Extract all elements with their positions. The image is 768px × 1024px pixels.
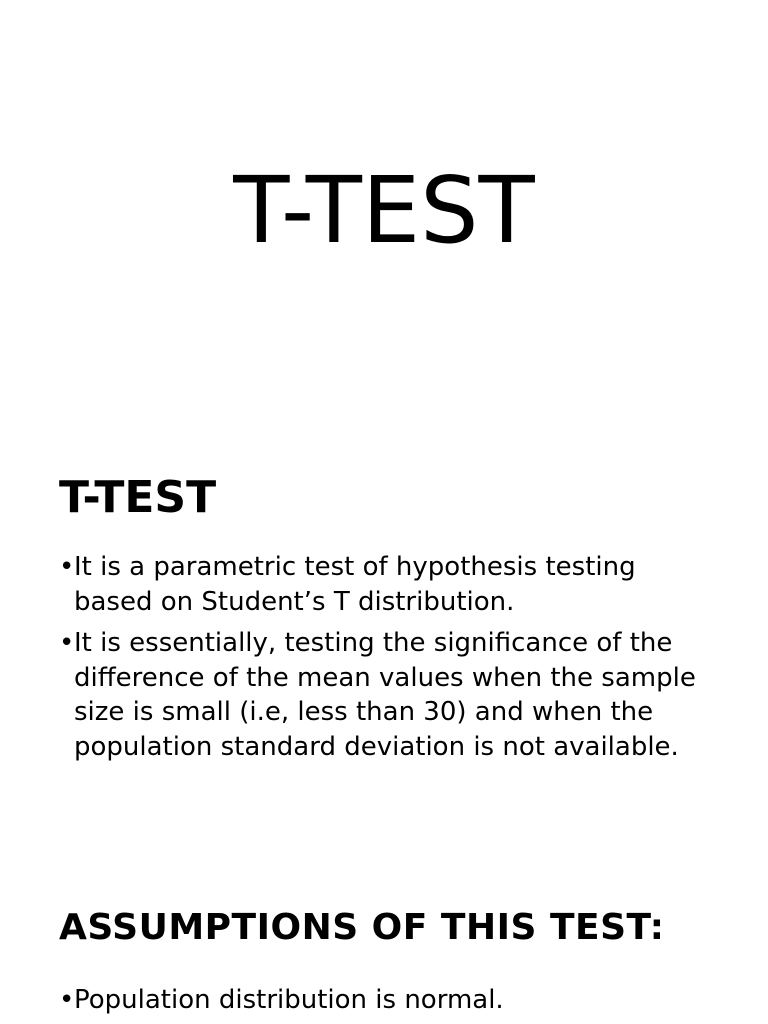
- bullet-dot-icon: •: [59, 628, 75, 658]
- bullet-text: It is essentially, testing the significance of the difference of the mean values when the sample size is small (i.e, less than 30) and when the population standard deviation is not available.: [74, 628, 696, 762]
- bullet-item: [59, 550, 719, 619]
- bullet-item: [59, 626, 719, 764]
- bullet-list: [59, 550, 719, 771]
- bullet-item: [59, 983, 719, 1018]
- slide-heading: T-TEST: [59, 472, 217, 523]
- bullet-text: Population distribution is normal.: [74, 985, 504, 1015]
- bullet-dot-icon: •: [59, 552, 75, 582]
- bullet-list: [59, 983, 719, 1024]
- bullet-dot-icon: •: [59, 985, 75, 1015]
- definition-slide: [0, 430, 768, 840]
- title-slide: [0, 0, 768, 420]
- bullet-text: It is a parametric test of hypothesis testing based on Student’s T distribution.: [74, 552, 636, 617]
- slide-title: T-TEST: [233, 157, 535, 264]
- slide-heading: ASSUMPTIONS OF THIS TEST:: [59, 907, 665, 948]
- assumptions-slide: [0, 860, 768, 1024]
